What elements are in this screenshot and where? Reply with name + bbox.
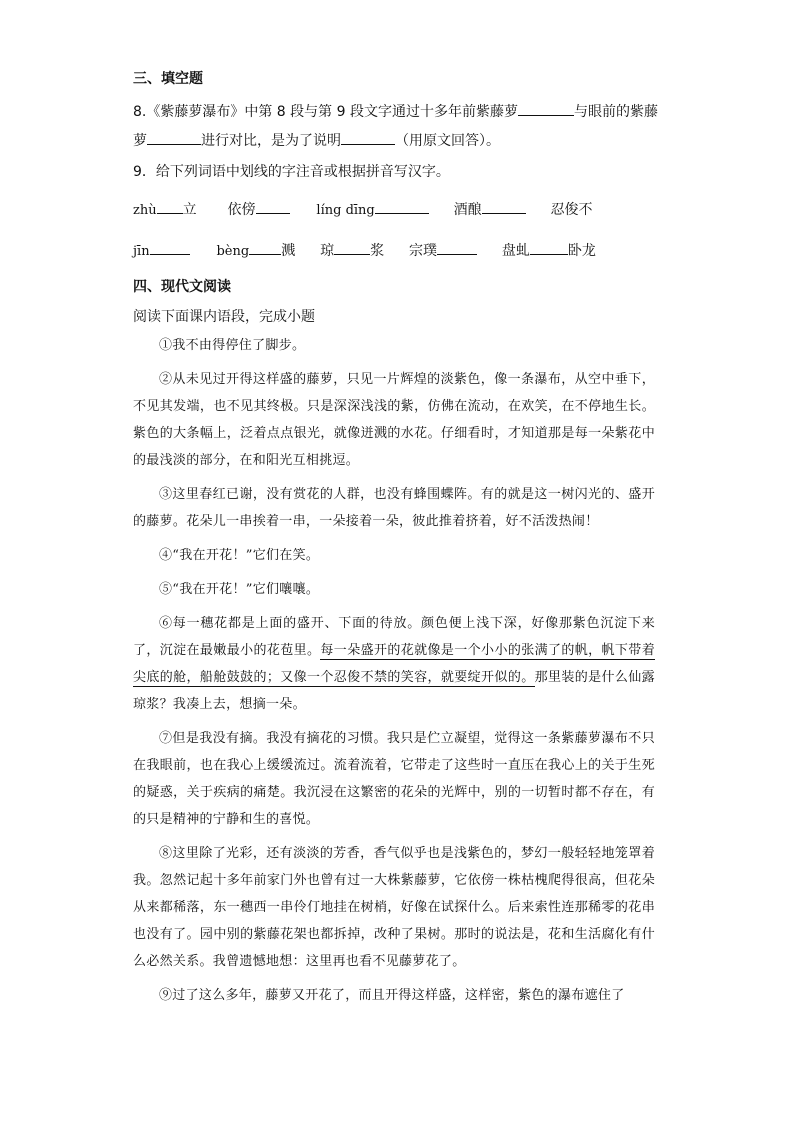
question-8-line-2 [133, 130, 500, 150]
pinyin-jin: jīn [133, 244, 150, 259]
section-3-title: 三、填空题 [133, 71, 203, 87]
q8-text-5: （用原文回答）。 [395, 133, 500, 149]
q8-text-2: 与眼前的紫藤 [573, 104, 658, 120]
paragraph-7: ⑦但是我没有摘。我没有摘花的习惯。我只是伫立凝望，觉得这一条紫藤萝瀑布不只在我眼前，也在我心上缓缓流过。流着流着，它带走了这些时一直压在我心上的关于生死的疑惑，关于疾病的痛楚。我沉浸在这繁密的花朵的光辉中，别的一切暂时都不存在，有的只是精神的宁静和生的喜悦。 [133, 731, 655, 827]
blank-lingding[interactable] [375, 199, 429, 214]
word-zongpu: 宗璞 [409, 243, 437, 259]
blank-panqiu[interactable] [530, 240, 568, 255]
paragraph-3: ③这里春红已谢，没有赏花的人群，也没有蜂围蝶阵。有的就是这一树闪光的、盛开的藤萝。花朵儿一串挨着一串，一朵接着一朵，彼此推着挤着，好不活泼热闹！ [133, 487, 655, 529]
word-panqiu: 盘虬 [501, 243, 530, 259]
pinyin-beng: bèng [216, 244, 250, 259]
pinyin-row-1 [133, 199, 593, 219]
pinyin-lingding: líng dīng [316, 203, 375, 218]
blank-beng[interactable] [249, 240, 281, 255]
word-jiang: 浆 [370, 243, 385, 259]
blank-jiuniang[interactable] [482, 199, 526, 214]
word-li: 立 [182, 202, 197, 218]
paragraph-2: ②从未见过开得这样盛的藤萝，只见一片辉煌的淡紫色，像一条瀑布，从空中垂下，不见其发端，也不见其终极。只是深深浅浅的紫，仿佛在流动，在欢笑，在不停地生长。紫色的大条幅上，泛着点点银光，就像迸溅的水花。仔细看时，才知道那是每一朵紫花中的最浅淡的部分，在和阳光互相挑逗。 [133, 372, 655, 468]
blank-yibang[interactable] [256, 199, 290, 214]
word-jian: 溅 [281, 243, 296, 259]
blank-zhu[interactable] [157, 199, 183, 214]
section-4-title: 四、现代文阅读 [133, 279, 231, 295]
paragraph-8: ⑧这里除了光彩，还有淡淡的芳香，香气似乎也是浅紫色的，梦幻一般轻轻地笼罩着我。忽然记起十多年前家门外也曾有过一大株紫藤萝，它依傍一株枯槐爬得很高，但花朵从来都稀落，东一穗西一串伶仃地挂在树梢，好像在试探什么。后来索性连那稀零的花串也没有了。园中别的紫藤花架也都拆掉，改种了果树。那时的说法是，花和生活腐化有什么必然关系。我曾遗憾地想：这里再也看不见藤萝花了。 [133, 846, 655, 969]
blank-zongpu[interactable] [437, 240, 477, 255]
q8-blank-1[interactable] [518, 101, 574, 116]
q8-blank-3[interactable] [341, 130, 395, 145]
word-renjunbu: 忍俊不 [550, 202, 593, 218]
paragraph-6-end: 那里装的是什么仙露琼浆？我凑上去，想摘一朵。 [133, 670, 655, 712]
question-9: 9．给下列词语中划线的字注音或根据拼音写汉字。 [133, 164, 450, 180]
reading-passage [133, 332, 655, 1016]
q8-text-4: 进行对比，是为了说明 [201, 133, 341, 149]
paragraph-9: ⑨过了这么多年，藤萝又开花了，而且开得这样盛，这样密，紫色的瀑布遮住了 [159, 988, 625, 1003]
word-qiong: 琼 [320, 243, 335, 259]
paragraph-6-underlined-sentence: 每一朵盛开的花就像是一个小小的张满了的帆，帆下带着尖底的舱，船舱鼓鼓的；又像一个忍俊不禁的笑容，就要绽开似的。 [133, 643, 655, 685]
word-jiuniang: 酒酿 [453, 202, 482, 218]
blank-jin[interactable] [150, 240, 190, 255]
paragraph-5: ⑤“我在开花！”它们嚷嚷。 [159, 582, 320, 597]
q8-text-3: 萝 [133, 133, 147, 149]
word-yibang: 依傍 [227, 202, 256, 218]
reading-intro: 阅读下面课内语段，完成小题 [133, 309, 315, 325]
q8-blank-2[interactable] [147, 130, 201, 145]
q8-text-1: 8.《紫藤萝瀑布》中第 8 段与第 9 段文字通过十多年前紫藤萝 [133, 104, 518, 120]
paragraph-4: ④“我在开花！”它们在笑。 [159, 548, 320, 563]
paragraph-6 [133, 610, 655, 718]
question-8-line-1 [133, 101, 658, 121]
paragraph-6-start: ⑥每一穗花都是上面的盛开、下面的待放。颜色便上浅下深，好像那紫色沉淀下来了，沉淀在最嫩最小的花苞里。 [133, 616, 655, 658]
word-wolong: 卧龙 [567, 243, 596, 259]
pinyin-zhu: zhù [133, 203, 157, 218]
blank-qiongjiang[interactable] [334, 240, 370, 255]
paragraph-1: ①我不由得停住了脚步。 [159, 338, 306, 353]
pinyin-row-2 [133, 240, 596, 260]
